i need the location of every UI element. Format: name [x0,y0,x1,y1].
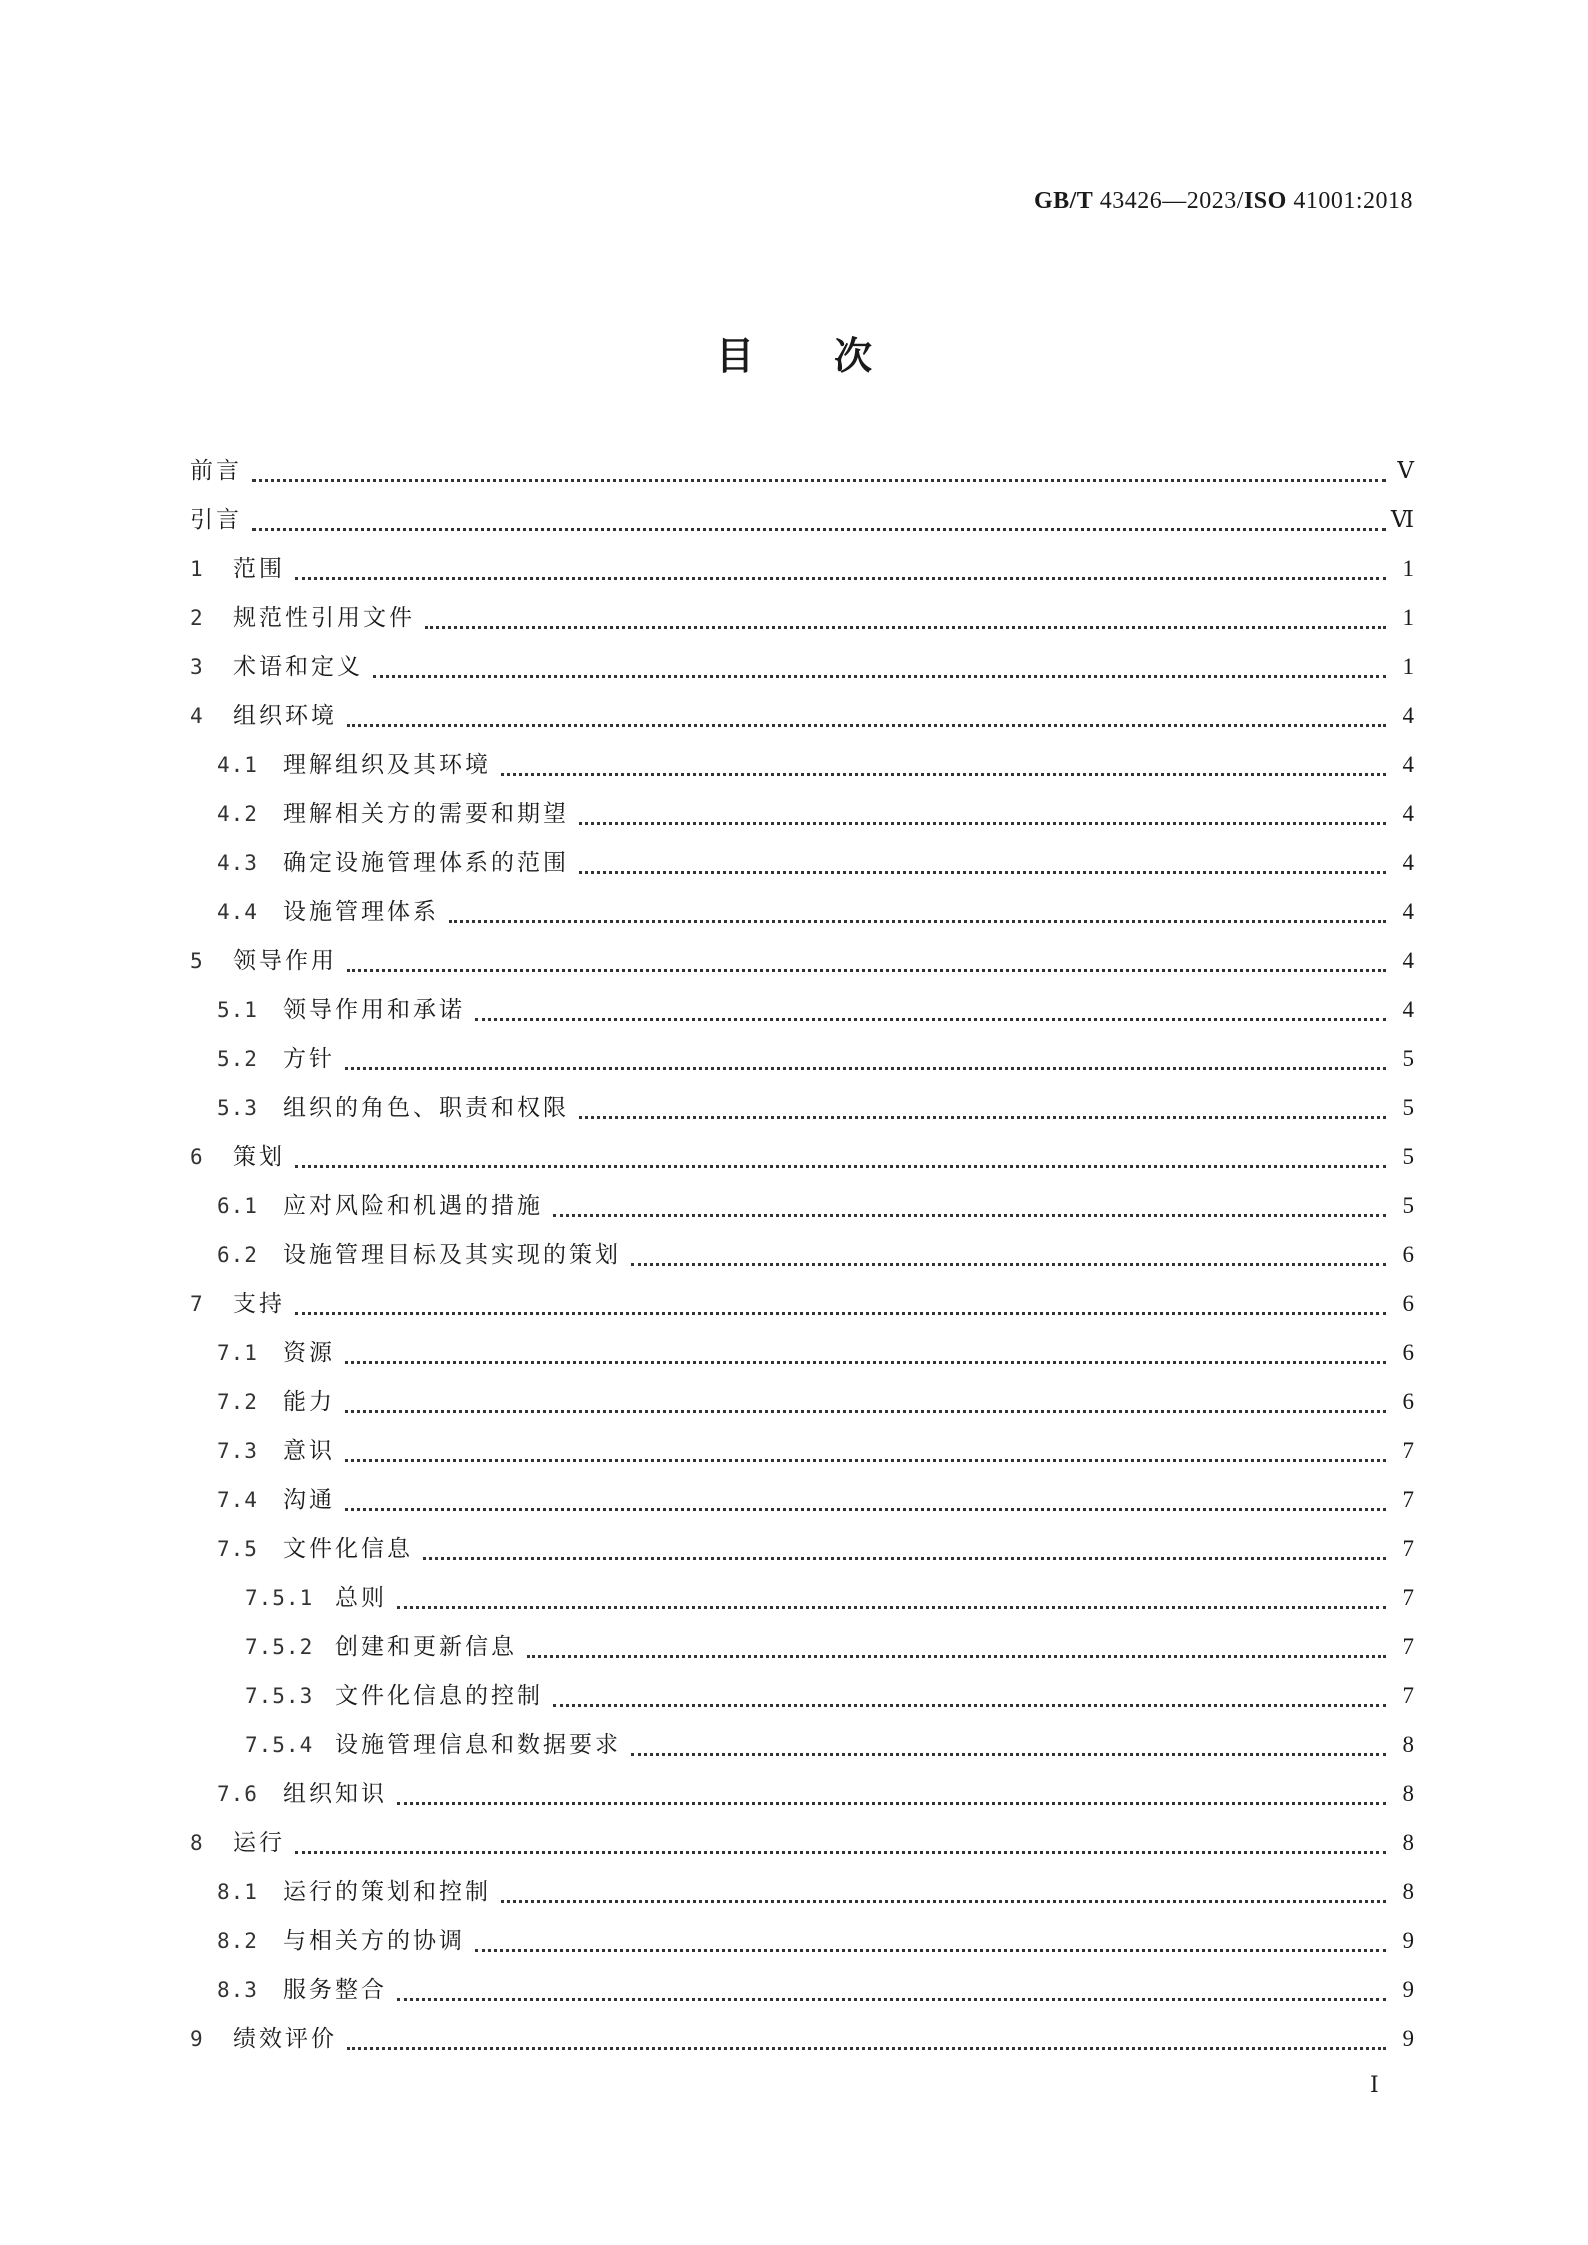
toc-dot-leader [295,1156,1386,1176]
toc-entry-page: 8 [1402,1830,1414,1855]
toc-entry[interactable] [190,648,1414,697]
toc-entry[interactable] [190,991,1414,1040]
toc-entry-number: 7 [190,1292,204,1316]
toc-entry-page: 8 [1402,1781,1414,1806]
toc-entry-page: 9 [1402,1928,1414,1953]
toc-entry-label: 设施管理目标及其实现的策划 [283,1242,621,1268]
toc-entry-number: 7.5.4 [245,1733,314,1757]
code-number: 43426—2023/ [1093,188,1244,214]
toc-entry[interactable] [190,1873,1414,1922]
toc-dot-leader [579,1107,1386,1127]
toc-entry-label: 设施管理信息和数据要求 [335,1732,621,1758]
toc-entry-label: 支持 [233,1291,285,1317]
toc-entry[interactable] [190,1285,1414,1334]
code-iso: ISO [1243,188,1287,214]
toc-entry-label: 领导作用和承诺 [283,997,465,1023]
toc-entry-label: 方针 [283,1046,335,1072]
toc-entry-page: 9 [1402,2026,1414,2051]
toc-entry-label: 理解组织及其环境 [283,752,491,778]
toc-entry-page: 5 [1402,1046,1414,1071]
toc-entry[interactable] [190,746,1414,795]
toc-entry-page: 4 [1402,948,1414,973]
toc-entry-page: 5 [1402,1095,1414,1120]
toc-entry-label: 组织环境 [233,703,337,729]
toc-entry[interactable] [190,1628,1414,1677]
toc-dot-leader [252,519,1386,539]
table-of-contents [190,452,1414,2069]
toc-entry[interactable] [190,1530,1414,1579]
toc-entry-page: 5 [1402,1193,1414,1218]
toc-entry-page: 4 [1402,703,1414,728]
toc-entry-label: 引言 [190,507,242,533]
toc-entry-label: 应对风险和机遇的措施 [283,1193,543,1219]
toc-entry-label: 组织的角色、职责和权限 [283,1095,569,1121]
toc-entry-page: 7 [1402,1438,1414,1463]
code-iso-number: 41001:2018 [1286,188,1413,214]
toc-entry-number: 9 [190,2027,204,2051]
toc-dot-leader [252,470,1386,490]
toc-entry-number: 4.3 [217,851,258,875]
toc-entry-number: 7.4 [217,1488,258,1512]
toc-entry-page: 6 [1402,1291,1414,1316]
toc-dot-leader [345,1058,1386,1078]
toc-entry[interactable] [190,1187,1414,1236]
toc-entry-page: 7 [1402,1487,1414,1512]
toc-entry[interactable] [190,1726,1414,1775]
toc-entry-page: Ⅴ [1397,458,1414,483]
toc-entry-label: 文件化信息 [283,1536,413,1562]
toc-entry-label: 能力 [283,1389,335,1415]
toc-entry-label: 理解相关方的需要和期望 [283,801,569,827]
toc-entry[interactable] [190,599,1414,648]
toc-dot-leader [397,1793,1386,1813]
footer-page-number: Ⅰ [1370,2072,1379,2097]
toc-entry-number: 4.2 [217,802,258,826]
toc-entry[interactable] [190,501,1414,550]
toc-dot-leader [347,2038,1386,2058]
toc-dot-leader [295,1303,1386,1323]
toc-entry-page: 4 [1402,801,1414,826]
toc-entry-page: 4 [1402,850,1414,875]
toc-dot-leader [373,666,1386,686]
toc-entry-number: 8.2 [217,1929,258,1953]
toc-entry-number: 5.3 [217,1096,258,1120]
toc-entry-page: 1 [1402,654,1414,679]
toc-entry-page: 7 [1402,1585,1414,1610]
toc-entry-number: 1 [190,557,204,581]
toc-entry-label: 绩效评价 [233,2026,337,2052]
toc-entry-number: 7.5.1 [245,1586,314,1610]
toc-entry[interactable] [190,893,1414,942]
toc-entry-page: 1 [1402,605,1414,630]
toc-entry-page: 6 [1402,1389,1414,1414]
toc-entry[interactable] [190,1236,1414,1285]
toc-entry-page: 5 [1402,1144,1414,1169]
document-code [1034,188,1413,215]
toc-entry[interactable] [190,1579,1414,1628]
toc-dot-leader [345,1450,1386,1470]
toc-entry-number: 5.2 [217,1047,258,1071]
toc-entry-number: 7.1 [217,1341,258,1365]
toc-entry-label: 领导作用 [233,948,337,974]
toc-entry-number: 5 [190,949,204,973]
toc-entry-label: 策划 [233,1144,285,1170]
toc-entry-number: 8.1 [217,1880,258,1904]
toc-entry-number: 5.1 [217,998,258,1022]
toc-entry[interactable] [190,452,1414,501]
toc-entry[interactable] [190,1334,1414,1383]
toc-entry-number: 3 [190,655,204,679]
toc-entry-label: 意识 [283,1438,335,1464]
toc-entry-label: 文件化信息的控制 [335,1683,543,1709]
toc-entry-number: 7.2 [217,1390,258,1414]
toc-dot-leader [345,1401,1386,1421]
toc-entry-number: 7.5.3 [245,1684,314,1708]
toc-entry-label: 运行的策划和控制 [283,1879,491,1905]
toc-entry-page: 4 [1402,899,1414,924]
toc-entry-label: 服务整合 [283,1977,387,2003]
toc-entry-number: 6.2 [217,1243,258,1267]
toc-entry-number: 6 [190,1145,204,1169]
toc-entry-label: 规范性引用文件 [233,605,415,631]
toc-entry-label: 运行 [233,1830,285,1856]
toc-entry-number: 7.5.2 [245,1635,314,1659]
toc-entry-page: 8 [1402,1879,1414,1904]
toc-entry[interactable] [190,1922,1414,1971]
toc-entry-label: 范围 [233,556,285,582]
toc-entry-label: 组织知识 [283,1781,387,1807]
toc-entry-page: 9 [1402,1977,1414,2002]
toc-entry-label: 资源 [283,1340,335,1366]
toc-entry[interactable] [190,1040,1414,1089]
toc-entry-page: 7 [1402,1683,1414,1708]
toc-entry-label: 沟通 [283,1487,335,1513]
toc-dot-leader [397,1597,1386,1617]
toc-entry[interactable] [190,1677,1414,1726]
toc-dot-leader [527,1646,1386,1666]
toc-entry-page: 4 [1402,752,1414,777]
toc-entry[interactable] [190,1971,1414,2020]
toc-entry-number: 4 [190,704,204,728]
toc-entry-label: 前言 [190,458,242,484]
toc-dot-leader [449,911,1386,931]
toc-entry-label: 总则 [335,1585,387,1611]
toc-entry[interactable] [190,1824,1414,1873]
toc-entry-page: 6 [1402,1242,1414,1267]
toc-entry-page: 6 [1402,1340,1414,1365]
toc-entry-label: 术语和定义 [233,654,363,680]
toc-dot-leader [345,1499,1386,1519]
toc-entry[interactable] [190,1481,1414,1530]
toc-entry[interactable] [190,550,1414,599]
toc-dot-leader [295,1842,1386,1862]
toc-dot-leader [631,1254,1386,1274]
toc-entry-page: 7 [1402,1536,1414,1561]
toc-dot-leader [397,1989,1386,2009]
toc-dot-leader [553,1695,1386,1715]
toc-dot-leader [425,617,1386,637]
toc-dot-leader [423,1548,1386,1568]
toc-entry-page: 7 [1402,1634,1414,1659]
toc-entry-page: 1 [1402,556,1414,581]
toc-dot-leader [347,715,1386,735]
toc-dot-leader [347,960,1386,980]
toc-entry[interactable] [190,1089,1414,1138]
toc-entry[interactable] [190,795,1414,844]
toc-entry-page: Ⅵ [1390,507,1414,532]
toc-entry[interactable] [190,1383,1414,1432]
toc-entry[interactable] [190,1138,1414,1187]
toc-entry-number: 4.4 [217,900,258,924]
toc-entry-number: 6.1 [217,1194,258,1218]
toc-dot-leader [475,1940,1386,1960]
toc-entry[interactable] [190,1775,1414,1824]
toc-entry-number: 7.3 [217,1439,258,1463]
toc-dot-leader [579,862,1386,882]
toc-entry-number: 8 [190,1831,204,1855]
toc-entry-number: 7.5 [217,1537,258,1561]
page-title: 目次 [715,334,952,378]
toc-dot-leader [631,1744,1386,1764]
code-gb: GB/T [1033,188,1094,214]
toc-entry-label: 确定设施管理体系的范围 [283,850,569,876]
toc-entry-label: 创建和更新信息 [335,1634,517,1660]
toc-dot-leader [475,1009,1386,1029]
toc-entry-number: 7.6 [217,1782,258,1806]
toc-entry[interactable] [190,844,1414,893]
toc-entry-number: 8.3 [217,1978,258,2002]
toc-dot-leader [579,813,1386,833]
toc-entry-number: 4.1 [217,753,258,777]
toc-entry-page: 8 [1402,1732,1414,1757]
toc-entry[interactable] [190,1432,1414,1481]
toc-dot-leader [295,568,1386,588]
toc-entry[interactable] [190,942,1414,991]
toc-entry[interactable] [190,2020,1414,2069]
toc-dot-leader [345,1352,1386,1372]
toc-entry-label: 与相关方的协调 [283,1928,465,1954]
toc-entry-label: 设施管理体系 [283,899,439,925]
toc-entry-number: 2 [190,606,204,630]
toc-dot-leader [553,1205,1386,1225]
toc-dot-leader [501,1891,1386,1911]
toc-dot-leader [501,764,1386,784]
toc-entry[interactable] [190,697,1414,746]
toc-entry-page: 4 [1402,997,1414,1022]
